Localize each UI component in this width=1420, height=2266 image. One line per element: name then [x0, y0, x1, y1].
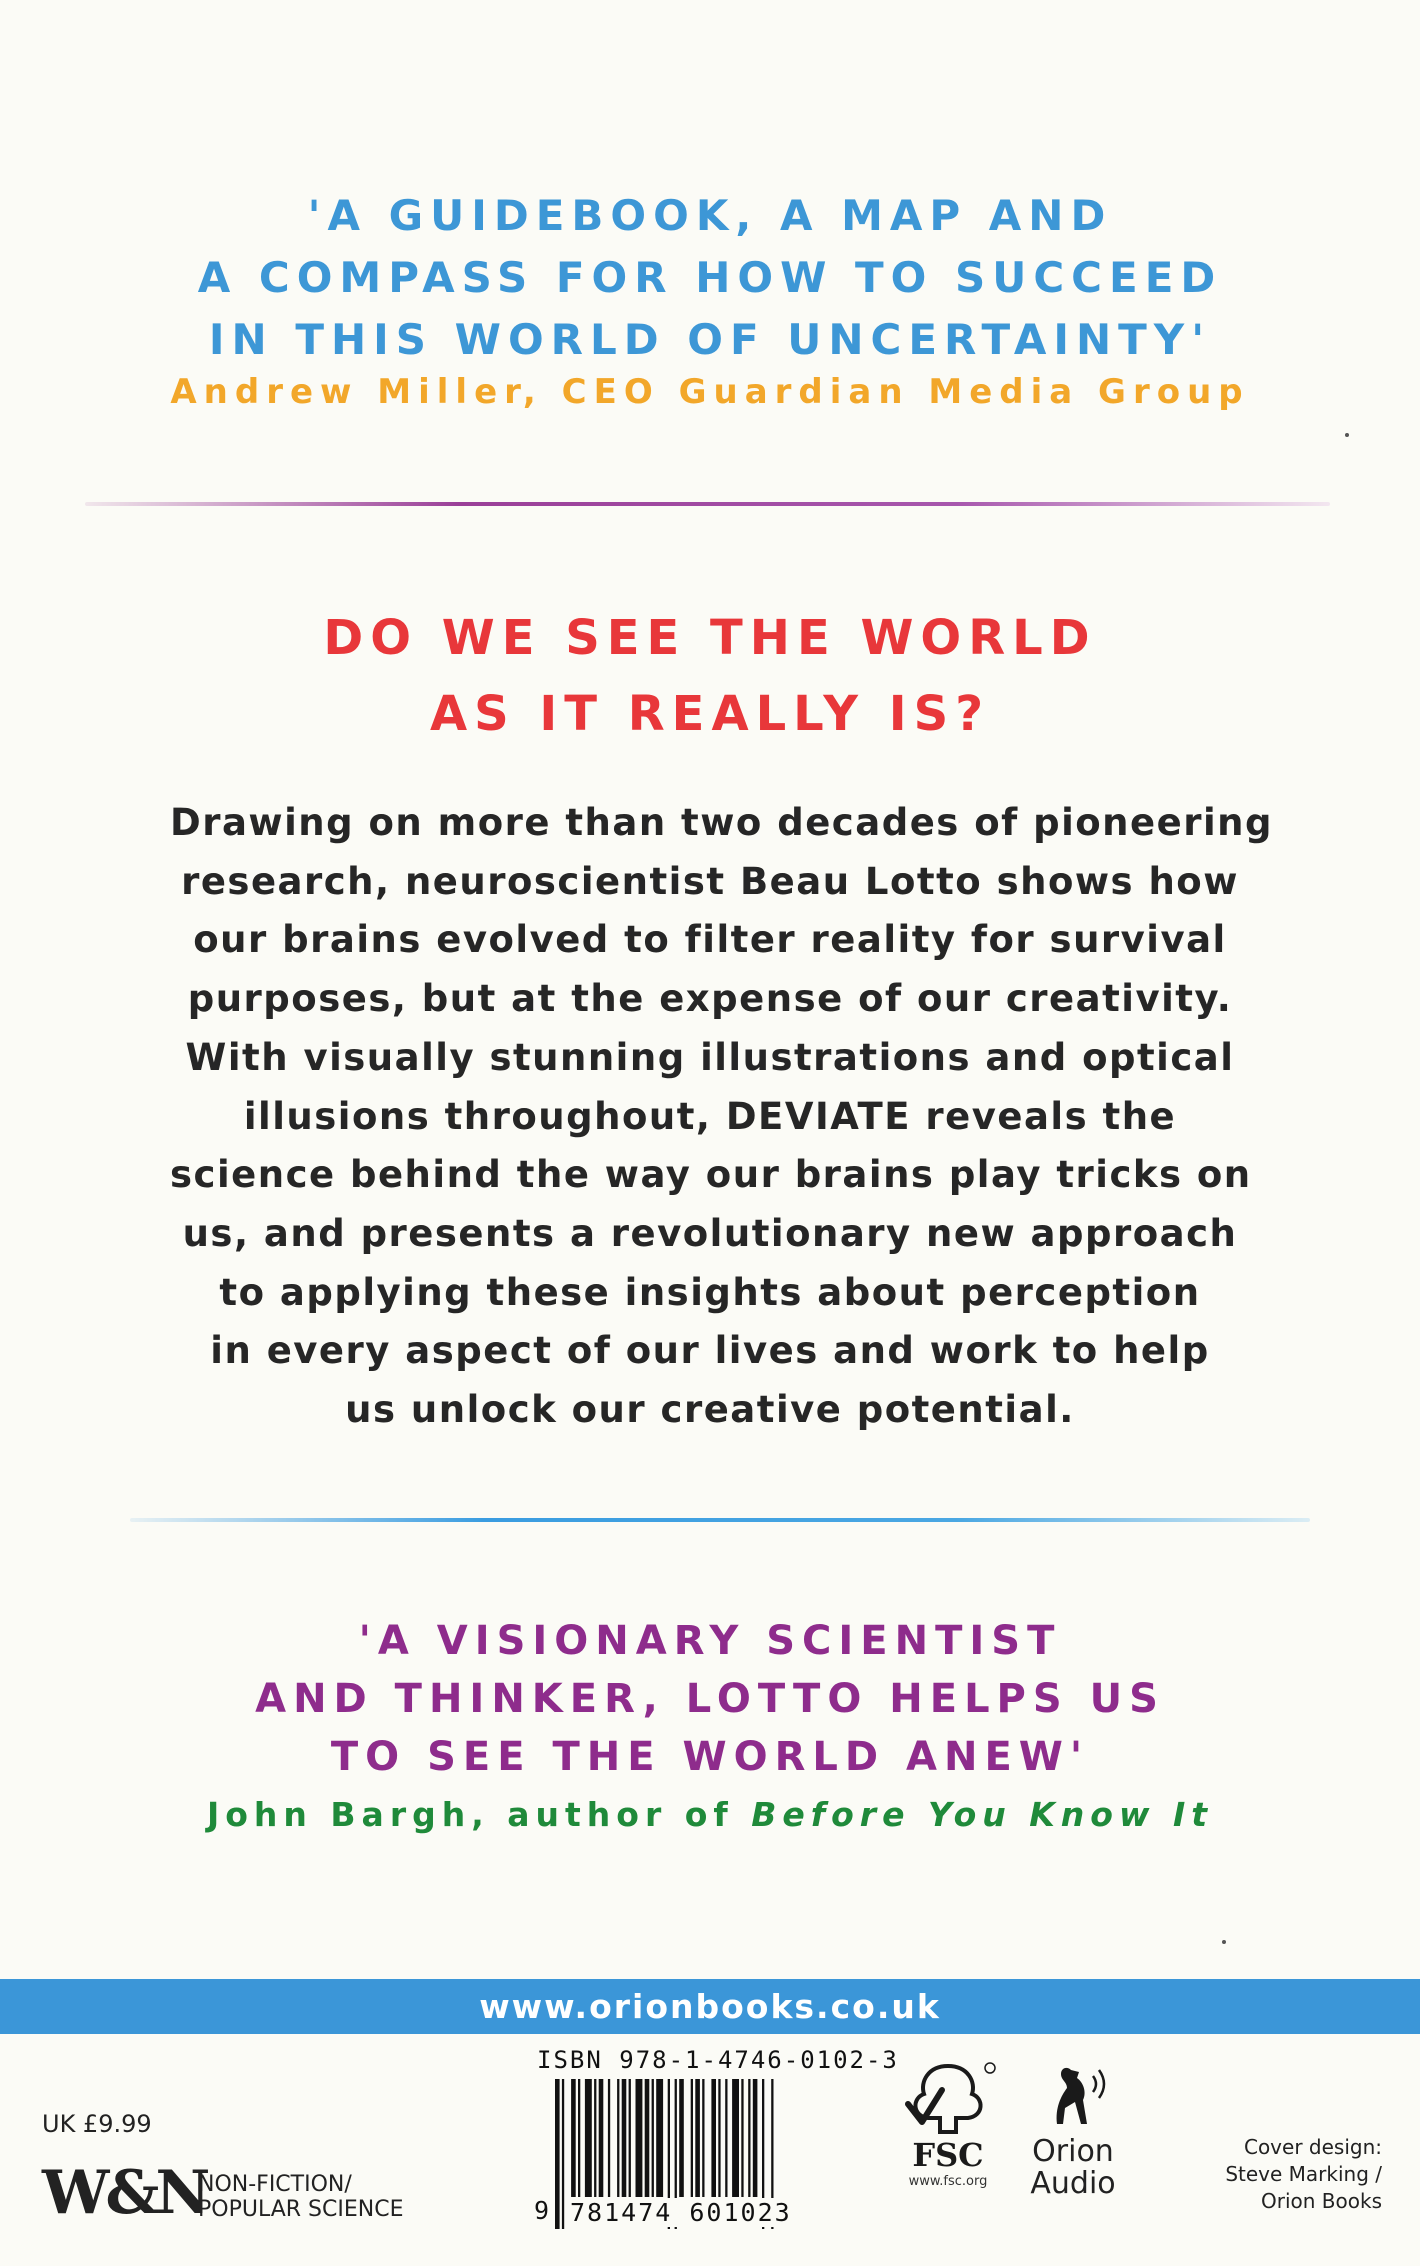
top-quote-attribution: Andrew Miller, CEO Guardian Media Group	[170, 372, 1250, 412]
blurb-line: us, and presents a revolutionary new approach	[182, 1211, 1238, 1255]
top-quote-line: A COMPASS FOR HOW TO SUCCEED	[197, 253, 1223, 302]
barcode-bar	[656, 2079, 663, 2197]
barcode-bar	[578, 2079, 580, 2197]
barcode-bar	[695, 2079, 700, 2197]
print-speck	[1222, 1940, 1226, 1944]
barcode-bar	[725, 2079, 727, 2197]
barcode-bar	[622, 2079, 627, 2197]
purple-divider	[85, 502, 1330, 506]
bottom-quote-line: 'A VISIONARY SCIENTIST	[358, 1618, 1062, 1664]
blurb-line: research, neuroscientist Beau Lotto shows how	[181, 859, 1239, 903]
barcode-bar	[691, 2079, 693, 2197]
top-quote	[0, 185, 1420, 371]
website-link[interactable]: www.orionbooks.co.uk	[479, 1987, 941, 2026]
credit-line: Cover design:	[1243, 2135, 1382, 2159]
cover-credit	[1202, 2134, 1382, 2215]
bottom-quote	[0, 1612, 1420, 1786]
audio-word: Audio	[1030, 2166, 1116, 2201]
website-band[interactable]	[0, 1979, 1420, 2034]
fsc-label: FSC	[912, 2136, 984, 2174]
barcode-bar	[608, 2079, 610, 2197]
barcode-bar	[629, 2079, 631, 2197]
blurb-line: purposes, but at the expense of our creativity.	[187, 977, 1233, 1021]
barcode-bar	[585, 2079, 592, 2197]
fsc-logo	[893, 2060, 1003, 2189]
barcode-digits: 781474 601023	[570, 2198, 866, 2227]
barcode-bar	[711, 2079, 716, 2197]
category-line: POPULAR SCIENCE	[198, 2197, 404, 2222]
publisher-logo: W&N	[42, 2158, 207, 2228]
barcode-bar	[571, 2079, 576, 2197]
fsc-url: www.fsc.org	[908, 2174, 988, 2189]
barcode-bar	[741, 2079, 743, 2197]
barcode-bar	[617, 2079, 619, 2197]
print-speck	[1345, 433, 1349, 437]
blurb-line: Drawing on more than two decades of pioneering	[170, 801, 1273, 844]
tree-checkmark-icon	[898, 2060, 998, 2136]
credit-line: Steve Marking /	[1225, 2162, 1382, 2186]
barcode-bar	[555, 2079, 560, 2229]
blurb	[170, 794, 1273, 1440]
blurb-line: With visually stunning illustrations and optical	[185, 1035, 1235, 1079]
barcode-bar	[636, 2079, 643, 2197]
greyhound-icon	[1033, 2062, 1113, 2132]
barcode-bar	[599, 2079, 604, 2197]
blurb-line: in every aspect of our lives and work to help	[210, 1329, 1210, 1373]
barcode-bar	[753, 2079, 758, 2197]
orion-word: Orion	[1032, 2134, 1114, 2169]
bottom-quote-attribution	[0, 1795, 1420, 1834]
barcode-bar	[702, 2079, 704, 2197]
top-quote-line: IN THIS WORLD OF UNCERTAINTY'	[208, 315, 1212, 364]
blurb-line: our brains evolved to filter reality for survival	[193, 918, 1227, 962]
bottom-quote-line: AND THINKER, LOTTO HELPS US	[255, 1676, 1165, 1722]
category	[198, 2172, 403, 2222]
blurb-line: us unlock our creative potential.	[345, 1388, 1075, 1432]
headline	[0, 600, 1420, 752]
blurb-line: illusions throughout, DEVIATE reveals the	[243, 1094, 1177, 1138]
barcode-bar	[732, 2079, 739, 2197]
barcode-bar	[594, 2079, 596, 2197]
barcode-bar	[645, 2079, 650, 2197]
isbn: ISBN 978-1-4746-0102-3	[537, 2046, 899, 2074]
barcode-bar	[679, 2079, 684, 2197]
headline-line: AS IT REALLY IS?	[429, 686, 991, 742]
headline-line: DO WE SEE THE WORLD	[323, 610, 1097, 666]
attribution-prefix: John Bargh, author of	[206, 1795, 752, 1834]
attribution-book-title: Before You Know It	[751, 1795, 1214, 1834]
orion-audio-logo	[1018, 2062, 1128, 2200]
barcode-bar	[562, 2079, 564, 2229]
blurb-line: science behind the way our brains play tricks on	[170, 1153, 1252, 1197]
blurb-line: to applying these insights about perception	[219, 1270, 1201, 1314]
barcode-bar	[652, 2079, 654, 2197]
price: UK £9.99	[42, 2110, 152, 2138]
blue-divider	[130, 1518, 1310, 1522]
barcode-first-digit: 9	[534, 2196, 550, 2225]
credit-line: Orion Books	[1261, 2189, 1382, 2213]
category-line: NON-FICTION/	[198, 2172, 352, 2197]
top-quote-line: 'A GUIDEBOOK, A MAP AND	[307, 191, 1113, 240]
barcode-bar	[718, 2079, 720, 2197]
bottom-quote-line: TO SEE THE WORLD ANEW'	[330, 1734, 1090, 1780]
barcode-bar	[748, 2079, 750, 2197]
